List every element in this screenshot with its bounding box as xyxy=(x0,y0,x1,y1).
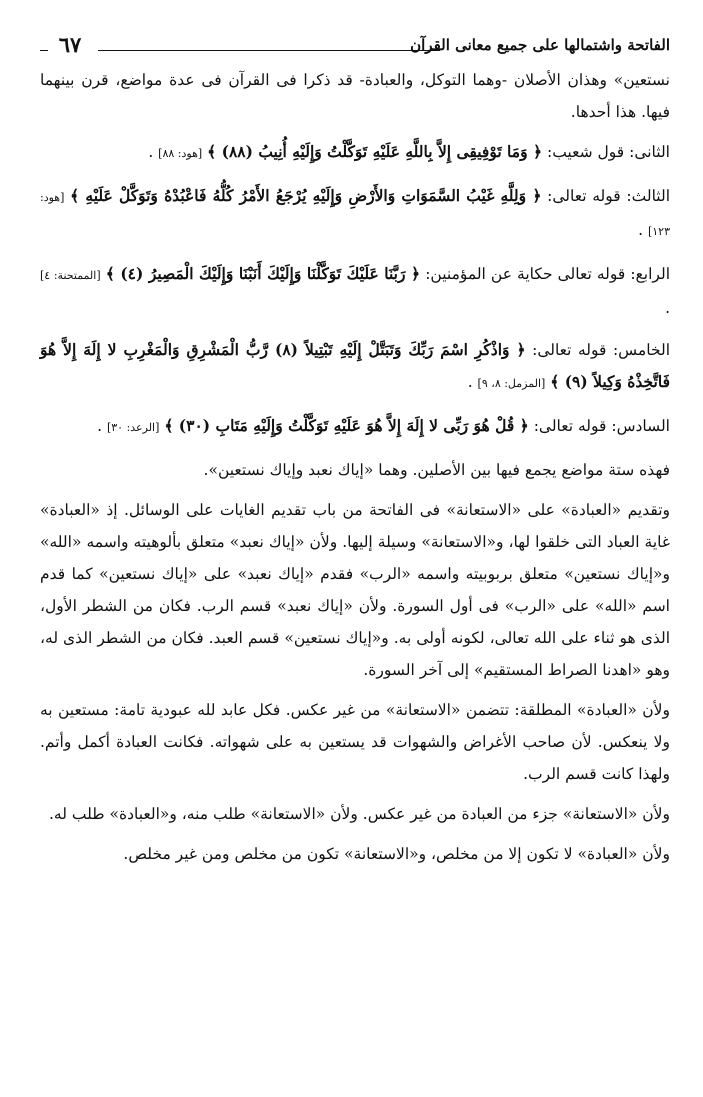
summary-paragraph: فهذه ستة مواضع يجمع فيها بين الأصلين. وهما «إياك نعبد وإياك نستعين». xyxy=(203,461,670,479)
verse-reference: [هود: ٨٨] xyxy=(158,147,203,160)
verse-item-2: الثانى: قول شعيب: ﴿ وَمَا تَوْفِيقِى إِلاَّ بِاللَّهِ عَلَيْهِ تَوَكَّلْتُ وَإِلَيْهِ أُنِيبُ (٨٨) ﴾ [هود: ٨٨] . xyxy=(148,142,670,161)
verse-lead: الثالث: قوله تعالى: xyxy=(547,187,670,205)
verse-item-4: الرابع: قوله تعالى حكاية عن المؤمنين: ﴿ رَبَّنَا عَلَيْكَ تَوَكَّلْنَا وَإِلَيْكَ أَنَبْنَا وَإِلَيْكَ الْمَصِيرُ (٤) ﴾ [الممتحنة: ٤] . xyxy=(40,264,671,317)
verse-lead: الثانى: قول شعيب: xyxy=(546,143,670,161)
verse-text: ﴿ وَلِلَّهِ غَيْبُ السَّمَوَاتِ وَالأَرْضِ وَإِلَيْهِ يُرْجَعُ الأَمْرُ كُلُّهُ فَاعْبُدْهُ وَتَوَكَّلْ عَلَيْهِ ﴾ xyxy=(70,186,542,205)
intro-paragraph: نستعين» وهذان الأصلان -وهما التوكل، والعبادة- قد ذكرا فى القرآن فى عدة مواضع، قرن بينهما فيها. هذا أحدها. xyxy=(40,71,670,121)
verse-text: ﴿ وَمَا تَوْفِيقِى إِلاَّ بِاللَّهِ عَلَيْهِ تَوَكَّلْتُ وَإِلَيْهِ أُنِيبُ (٨٨) ﴾ xyxy=(207,142,543,161)
body-paragraph-2: ولأن «العبادة» المطلقة: تتضمن «الاستعانة» من غير عكس. فكل عابد لله عبودية تامة: مستعين به ولا ينعكس. لأن صاحب الأغراض والشهوات قد يستعين به على شهواته. فكانت العبادة أكمل وأتم. ولهذا كانت قسم الرب. xyxy=(40,701,670,783)
body-paragraph-4: ولأن «العبادة» لا تكون إلا من مخلص، و«الاستعانة» تكون من مخلص ومن غير مخلص. xyxy=(123,845,670,863)
verse-item-6: السادس: قوله تعالى: ﴿ قُلْ هُوَ رَبِّى لا إِلَهَ إِلاَّ هُوَ عَلَيْهِ تَوَكَّلْتُ وَإِلَيْهِ مَتَابِ (٣٠) ﴾ [الرعد: ٣٠] . xyxy=(97,416,670,435)
verse-lead: الرابع: قوله تعالى حكاية عن المؤمنين: xyxy=(425,265,671,283)
verse-text: ﴿ قُلْ هُوَ رَبِّى لا إِلَهَ إِلاَّ هُوَ عَلَيْهِ تَوَكَّلْتُ وَإِلَيْهِ مَتَابِ (٣٠) ﴾ xyxy=(164,416,529,435)
verse-text: ﴿ وَاذْكُرِ اسْمَ رَبِّكَ وَتَبَتَّلْ إِلَيْهِ تَبْتِيلاً (٨) رَّبُّ الْمَشْرِقِ وَالْمَغْرِبِ لا إِلَهَ إِلاَّ هُوَ فَاتَّخِذْهُ وَكِيلاً (٩) ﴾ xyxy=(40,340,670,391)
verse-reference: [المزمل: ٨، ٩] xyxy=(477,377,546,390)
page-header xyxy=(40,30,670,64)
page-number: ٦٧ xyxy=(58,32,82,57)
body-paragraph-3: ولأن «الاستعانة» جزء من العبادة من غير عكس. ولأن «الاستعانة» طلب منه، و«العبادة» طلب له. xyxy=(49,805,670,823)
verse-lead: السادس: قوله تعالى: xyxy=(533,417,670,435)
verse-reference: [الممتحنة: ٤] xyxy=(40,269,101,282)
verse-item-5: الخامس: قوله تعالى: ﴿ وَاذْكُرِ اسْمَ رَبِّكَ وَتَبَتَّلْ إِلَيْهِ تَبْتِيلاً (٨) رَّبُّ الْمَشْرِقِ وَالْمَغْرِبِ لا إِلَهَ إِلاَّ هُوَ فَاتَّخِذْهُ وَكِيلاً (٩) ﴾ [المزمل: ٨، ٩] . xyxy=(40,340,670,391)
running-title: الفاتحة واشتمالها على جميع معانى القرآن xyxy=(404,36,670,54)
header-rule-left xyxy=(40,50,48,51)
verse-reference: [هود: ١٢٣] xyxy=(40,191,670,238)
verse-text: ﴿ رَبَّنَا عَلَيْكَ تَوَكَّلْنَا وَإِلَيْكَ أَنَبْنَا وَإِلَيْكَ الْمَصِيرُ (٤) ﴾ xyxy=(105,264,421,283)
verse-item-3: الثالث: قوله تعالى: ﴿ وَلِلَّهِ غَيْبُ السَّمَوَاتِ وَالأَرْضِ وَإِلَيْهِ يُرْجَعُ الأَمْرُ كُلُّهُ فَاعْبُدْهُ وَتَوَكَّلْ عَلَيْهِ ﴾ [هود: ١٢٣] . xyxy=(40,186,670,239)
verse-reference: [الرعد: ٣٠] xyxy=(106,421,160,434)
header-rule xyxy=(98,50,440,51)
verse-lead: الخامس: قوله تعالى: xyxy=(532,341,670,359)
book-page xyxy=(40,30,670,878)
body-paragraph-1: وتقديم «العبادة» على «الاستعانة» فى الفاتحة من باب تقديم الغايات على الوسائل. إذ «العبادة» غاية العباد التى خلقوا لها، و«الاستعانة» وسيلة إليها. ولأن «إياك نعبد» متعلق بألوهيته واسمه «الله» و«إياك نستعين» متعلق بربوبيته واسمه «الرب» فقدم «إياك نعبد» على «إياك نستعين» كما قدم اسم «الله» على «الرب» فى أول السورة. ولأن «إياك نعبد» قسم الرب. فكان من الشطر الأول، الذى هو ثناء على الله تعالى، لكونه أولى به. و«إياك نستعين» قسم العبد. فكان من الشطر الذى له، وهو «اهدنا الصراط المستقيم» إلى آخر السورة. xyxy=(40,501,670,679)
